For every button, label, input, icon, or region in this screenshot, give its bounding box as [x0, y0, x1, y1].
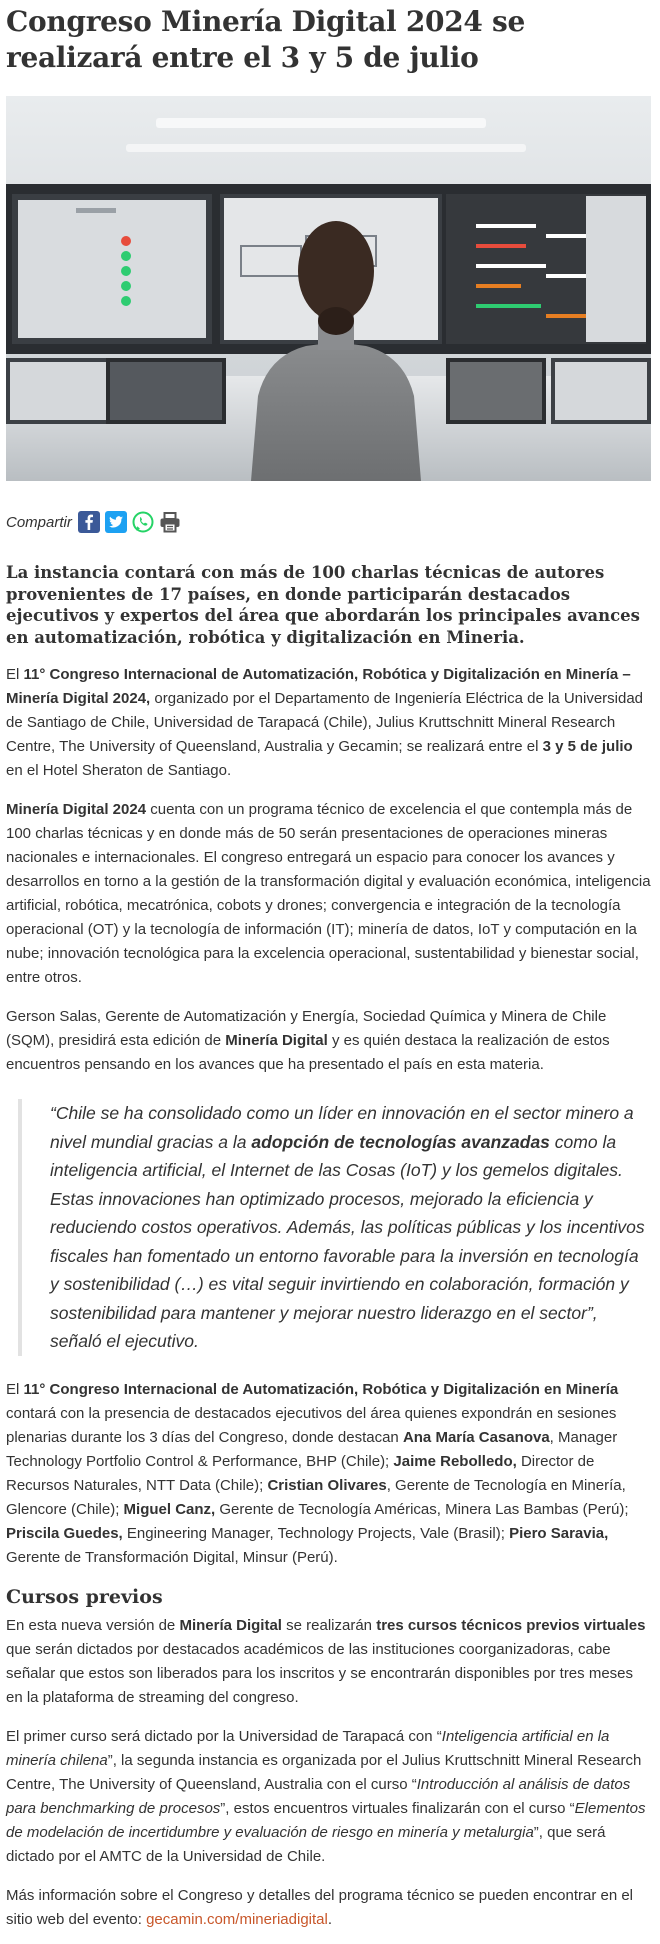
paragraph-speakers: El 11° Congreso Internacional de Automatización, Robótica y Digitalización en Minería contará con la presencia de destacados ejecutivos del área quienes expondrán en sesiones plenarias durante los 3 días del Congreso, donde destacan Ana María Casanova, Manager Technology Portfolio Control & Performance, BHP (Chile); Jaime Rebolledo, Director de Recursos Naturales, NTT Data (Chile); Cristian Olivares, Gerente de Tecnología en Minería, Glencore (Chile); Miguel Canz, Gerente de Tecnología Américas, Minera Las Bambas (Perú); Priscila Guedes, Engineering Manager, Technology Projects, Vale (Brasil); Piero Saravia, Gerente de Transformación Digital, Minsur (Perú). [6, 1380, 629, 1566]
paragraph-program: Minería Digital 2024 cuenta con un programa técnico de excelencia el que contempla más de 100 charlas técnicas y en donde más de 50 serán presentaciones de operaciones mineras nacionales e internacionales. El congreso entregará un espacio para conocer los avances y desarrollos en torno a la gestión de la transformación digital y evaluación económica, inteligencia artificial, robótica, mecatrónica, cobots y drones; convergencia e integración de la tecnología operacional (OT) y la tecnología de información (IT); minería de datos, IoT y computación en la nube; innovación tecnológica para la excelencia operacional, sustentabilidad y bienestar social, entre otros. [6, 801, 651, 986]
article [6, 4, 652, 1932]
section-heading: Cursos previos [6, 1585, 163, 1608]
article-title: Congreso Minería Digital 2024 se realizará entre el 3 y 5 de julio [6, 5, 525, 74]
paragraph-chair: Gerson Salas, Gerente de Automatización y Energía, Sociedad Química y Minera de Chile (SQM), presidirá esta edición de Minería Digital y es quién destaca la realización de estos encuentros pensando en los avances que ha presentado el país en esta materia. [6, 1008, 610, 1073]
share-bar [6, 509, 652, 535]
paragraph-courses-detail: El primer curso será dictado por la Universidad de Tarapacá con “Inteligencia artificial en la minería chilena”, la segunda instancia es organizada por el Julius Kruttschnitt Mineral Research Centre, The University of Queensland, Australia con el curso “Introducción al análisis de datos para benchmarking de procesos”, estos encuentros virtuales finalizarán con el curso “Elementos de modelación de incertidumbre y evaluación de riesgo en minería y metalurgia”, que será dictado por el AMTC de la Universidad de Chile. [6, 1727, 646, 1865]
paragraph-congress-intro: El 11° Congreso Internacional de Automatización, Robótica y Digitalización en Minería – Minería Digital 2024, organizado por el Departamento de Ingeniería Eléctrica de la Universidad de Santiago de Chile, Universidad de Tarapacá (Chile), Julius Kruttschnitt Mineral Research Centre, The University of Queensland, Australia y Gecamin; se realizará entre el 3 y 5 de julio en el Hotel Sheraton de Santiago. [6, 666, 644, 779]
facebook-icon[interactable] [78, 511, 100, 533]
twitter-icon[interactable] [105, 511, 127, 533]
quote-block: “Chile se ha consolidado como un líder en innovación en el sector minero a nivel mundial gracias a la adopción de tecnologías avanzadas como la inteligencia artificial, el Internet de las Cosas (IoT) y los gemelos digitales. Estas innovaciones han optimizado procesos, mejorado la eficiencia y reduciendo costos operativos. Además, las políticas públicas y los incentivos fiscales han fomentado un entorno favorable para la inversión en tecnología y sostenibilidad (…) es vital seguir invirtiendo en colaboración, formación y sostenibilidad para mantener y mejorar nuestro liderazgo en el sector”, señaló el ejecutivo. [18, 1099, 652, 1356]
hero-image [6, 96, 651, 481]
whatsapp-icon[interactable] [132, 511, 154, 533]
paragraph-more-info: Más información sobre el Congreso y detalles del programa técnico se pueden encontrar en el sitio web del evento: gecamin.com/mineriadigital. [6, 1886, 634, 1928]
event-website-link[interactable]: gecamin.com/mineriadigital [146, 1910, 328, 1928]
article-lead: La instancia contará con más de 100 charlas técnicas de autores provenientes de 17 países, en donde participarán destacados ejecutivos y expertos del área que abordarán los principales avances en automatización, robótica y digitalización en Mineria. [6, 563, 640, 647]
print-icon[interactable] [159, 511, 181, 533]
share-label: Compartir [6, 513, 72, 531]
paragraph-courses-intro: En esta nueva versión de Minería Digital se realizarán tres cursos técnicos previos virtuales que serán dictados por destacados académicos de las instituciones coorganizadoras, cabe señalar que estos son liberados para los inscritos y se encontrarán disponibles por tres meses en la plataforma de streaming del congreso. [6, 1616, 646, 1706]
